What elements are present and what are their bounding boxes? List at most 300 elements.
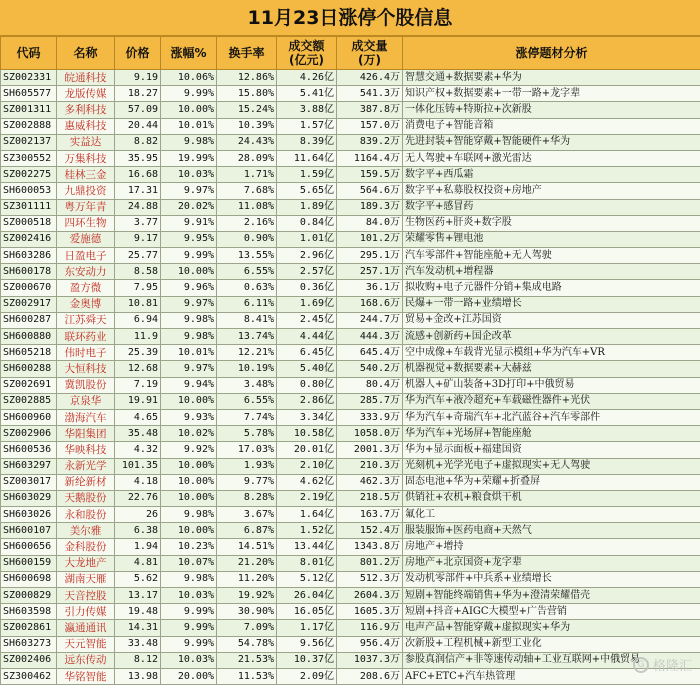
change-pct-cell: 19.99% xyxy=(161,150,217,166)
trade-amount-cell: 13.44亿 xyxy=(277,539,337,555)
stock-name-cell: 惠威科技 xyxy=(57,118,115,134)
limit-up-theme-cell: 次新股+工程机械+新型工业化 xyxy=(403,636,700,652)
change-pct-cell: 9.99% xyxy=(161,86,217,102)
stock-name-cell: 万集科技 xyxy=(57,150,115,166)
stock-name-cell: 盈方微 xyxy=(57,280,115,296)
turnover-rate-cell: 21.20% xyxy=(217,555,277,571)
price-cell: 7.19 xyxy=(115,377,161,393)
stock-name-cell: 永和股份 xyxy=(57,507,115,523)
trade-amount-cell: 2.86亿 xyxy=(277,393,337,409)
stock-code-cell: SZ000670 xyxy=(1,280,57,296)
stock-name-cell: 新纶新材 xyxy=(57,474,115,490)
price-cell: 14.31 xyxy=(115,620,161,636)
stock-code-cell: SZ002917 xyxy=(1,296,57,312)
stock-name-cell: 美尔雅 xyxy=(57,523,115,539)
turnover-rate-cell: 11.20% xyxy=(217,571,277,587)
price-cell: 9.17 xyxy=(115,231,161,247)
trade-volume-cell: 540.2万 xyxy=(337,361,403,377)
trade-amount-cell: 0.36亿 xyxy=(277,280,337,296)
table-row[interactable] xyxy=(1,458,700,474)
price-cell: 18.27 xyxy=(115,86,161,102)
limit-up-theme-cell: 光刻机+光学光电子+虚拟现实+无人驾驶 xyxy=(403,458,700,474)
stock-code-cell: SH600159 xyxy=(1,555,57,571)
trade-amount-cell: 4.26亿 xyxy=(277,70,337,86)
table-row[interactable] xyxy=(1,329,700,345)
price-cell: 4.81 xyxy=(115,555,161,571)
trade-amount-cell: 0.80亿 xyxy=(277,377,337,393)
stock-code-cell: SH603297 xyxy=(1,458,57,474)
stock-code-cell: SH603598 xyxy=(1,604,57,620)
stock-code-cell: SH600178 xyxy=(1,264,57,280)
stock-code-cell: SZ002861 xyxy=(1,620,57,636)
stock-code-cell: SZ002885 xyxy=(1,393,57,409)
stock-name-cell: 联环药业 xyxy=(57,329,115,345)
table-row[interactable] xyxy=(1,377,700,393)
table-row[interactable] xyxy=(1,636,700,652)
stock-code-cell: SZ002888 xyxy=(1,118,57,134)
price-cell: 25.77 xyxy=(115,248,161,264)
trade-volume-cell: 159.5万 xyxy=(337,167,403,183)
price-cell: 101.35 xyxy=(115,458,161,474)
stock-code-cell: SH600536 xyxy=(1,442,57,458)
change-pct-cell: 10.06% xyxy=(161,70,217,86)
stock-code-cell: SZ300462 xyxy=(1,668,57,684)
price-cell: 5.62 xyxy=(115,571,161,587)
price-cell: 10.81 xyxy=(115,296,161,312)
price-cell: 4.65 xyxy=(115,409,161,425)
trade-volume-cell: 168.6万 xyxy=(337,296,403,312)
stock-code-cell: SH600960 xyxy=(1,409,57,425)
trade-volume-cell: 645.4万 xyxy=(337,345,403,361)
stock-code-cell: SZ002137 xyxy=(1,134,57,150)
table-row[interactable] xyxy=(1,199,700,215)
turnover-rate-cell: 7.74% xyxy=(217,409,277,425)
stock-name-cell: 东安动力 xyxy=(57,264,115,280)
change-pct-cell: 10.00% xyxy=(161,393,217,409)
trade-amount-cell: 10.58亿 xyxy=(277,426,337,442)
trade-amount-cell: 5.41亿 xyxy=(277,86,337,102)
price-cell: 13.98 xyxy=(115,668,161,684)
trade-amount-cell: 2.45亿 xyxy=(277,312,337,328)
trade-amount-cell: 2.10亿 xyxy=(277,458,337,474)
stock-code-cell: SH603026 xyxy=(1,507,57,523)
turnover-rate-cell: 12.21% xyxy=(217,345,277,361)
stock-code-cell: SZ000518 xyxy=(1,215,57,231)
stock-name-cell: 金科股份 xyxy=(57,539,115,555)
trade-amount-cell: 2.19亿 xyxy=(277,490,337,506)
trade-volume-cell: 257.1万 xyxy=(337,264,403,280)
trade-volume-cell: 244.7万 xyxy=(337,312,403,328)
limit-up-theme-cell: 机器人+矿山装备+3D打印+中俄贸易 xyxy=(403,377,700,393)
limit-up-theme-cell: 空中成像+车载背光显示模组+华为汽车+VR xyxy=(403,345,700,361)
trade-amount-cell: 1.52亿 xyxy=(277,523,337,539)
trade-amount-cell: 10.37亿 xyxy=(277,652,337,668)
turnover-rate-cell: 24.43% xyxy=(217,134,277,150)
trade-amount-cell: 1.17亿 xyxy=(277,620,337,636)
turnover-rate-cell: 3.67% xyxy=(217,507,277,523)
limit-up-theme-cell: 房地产+增持 xyxy=(403,539,700,555)
table-row[interactable] xyxy=(1,620,700,636)
turnover-rate-cell: 14.51% xyxy=(217,539,277,555)
trade-amount-cell: 8.01亿 xyxy=(277,555,337,571)
turnover-rate-cell: 0.63% xyxy=(217,280,277,296)
turnover-rate-cell: 6.55% xyxy=(217,264,277,280)
trade-volume-cell: 210.3万 xyxy=(337,458,403,474)
price-cell: 25.39 xyxy=(115,345,161,361)
trade-volume-cell: 1343.8万 xyxy=(337,539,403,555)
price-cell: 6.94 xyxy=(115,312,161,328)
table-row[interactable] xyxy=(1,539,700,555)
stock-code-cell: SZ002331 xyxy=(1,70,57,86)
table-row[interactable] xyxy=(1,571,700,587)
trade-volume-cell: 387.8万 xyxy=(337,102,403,118)
table-row[interactable] xyxy=(1,474,700,490)
trade-volume-cell: 541.3万 xyxy=(337,86,403,102)
turnover-rate-cell: 2.16% xyxy=(217,215,277,231)
table-row[interactable] xyxy=(1,393,700,409)
change-pct-cell: 10.00% xyxy=(161,102,217,118)
turnover-rate-cell: 13.74% xyxy=(217,329,277,345)
stock-code-cell: SZ003017 xyxy=(1,474,57,490)
stock-code-cell: SH600053 xyxy=(1,183,57,199)
stock-name-cell: 粤万年青 xyxy=(57,199,115,215)
price-cell: 22.76 xyxy=(115,490,161,506)
trade-volume-cell: 80.4万 xyxy=(337,377,403,393)
trade-amount-cell: 1.89亿 xyxy=(277,199,337,215)
stock-code-cell: SZ300552 xyxy=(1,150,57,166)
stock-name-cell: 京泉华 xyxy=(57,393,115,409)
change-pct-cell: 9.94% xyxy=(161,377,217,393)
trade-volume-cell: 444.3万 xyxy=(337,329,403,345)
trade-volume-cell: 956.4万 xyxy=(337,636,403,652)
trade-amount-cell: 1.01亿 xyxy=(277,231,337,247)
stock-code-cell: SZ001311 xyxy=(1,102,57,118)
table-row[interactable] xyxy=(1,361,700,377)
trade-volume-cell: 163.7万 xyxy=(337,507,403,523)
trade-volume-cell: 116.9万 xyxy=(337,620,403,636)
table-row[interactable] xyxy=(1,490,700,506)
table-row[interactable] xyxy=(1,280,700,296)
turnover-rate-cell: 30.90% xyxy=(217,604,277,620)
g-logo-icon: G xyxy=(633,657,649,673)
stock-code-cell: SH603029 xyxy=(1,490,57,506)
trade-volume-cell: 839.2万 xyxy=(337,134,403,150)
turnover-rate-cell: 28.09% xyxy=(217,150,277,166)
change-pct-cell: 9.91% xyxy=(161,215,217,231)
table-row[interactable] xyxy=(1,652,700,668)
page-title: 11月23日涨停个股信息 xyxy=(0,0,700,36)
table-row[interactable] xyxy=(1,312,700,328)
column-header: 成交量 (万) xyxy=(337,37,403,70)
table-row[interactable] xyxy=(1,426,700,442)
stock-name-cell: 天音控股 xyxy=(57,588,115,604)
table-row[interactable] xyxy=(1,183,700,199)
change-pct-cell: 10.03% xyxy=(161,167,217,183)
stock-name-cell: 华映科技 xyxy=(57,442,115,458)
change-pct-cell: 9.97% xyxy=(161,361,217,377)
table-header-row xyxy=(1,37,700,70)
turnover-rate-cell: 8.28% xyxy=(217,490,277,506)
limit-up-theme-cell: 供销社+农机+粮食烘干机 xyxy=(403,490,700,506)
price-cell: 16.68 xyxy=(115,167,161,183)
table-row[interactable] xyxy=(1,231,700,247)
trade-volume-cell: 333.9万 xyxy=(337,409,403,425)
price-cell: 4.18 xyxy=(115,474,161,490)
stock-name-cell: 华铭智能 xyxy=(57,668,115,684)
table-row[interactable] xyxy=(1,167,700,183)
limit-up-theme-cell: 数字平+感冒药 xyxy=(403,199,700,215)
price-cell: 12.68 xyxy=(115,361,161,377)
turnover-rate-cell: 54.78% xyxy=(217,636,277,652)
change-pct-cell: 9.98% xyxy=(161,571,217,587)
trade-volume-cell: 208.6万 xyxy=(337,668,403,684)
limit-up-theme-cell: 短剧+智能终端销售+华为+澄清荣耀借壳 xyxy=(403,588,700,604)
limit-up-theme-cell: 汽车发动机+增程器 xyxy=(403,264,700,280)
stock-code-cell: SH605577 xyxy=(1,86,57,102)
stock-code-cell: SH600107 xyxy=(1,523,57,539)
trade-amount-cell: 1.59亿 xyxy=(277,167,337,183)
trade-volume-cell: 462.3万 xyxy=(337,474,403,490)
table-row[interactable] xyxy=(1,555,700,571)
table-row[interactable] xyxy=(1,86,700,102)
change-pct-cell: 9.99% xyxy=(161,604,217,620)
trade-volume-cell: 84.0万 xyxy=(337,215,403,231)
trade-amount-cell: 4.44亿 xyxy=(277,329,337,345)
change-pct-cell: 9.98% xyxy=(161,312,217,328)
trade-amount-cell: 2.96亿 xyxy=(277,248,337,264)
table-row[interactable] xyxy=(1,668,700,684)
table-row[interactable] xyxy=(1,248,700,264)
stock-name-cell: 多利科技 xyxy=(57,102,115,118)
price-cell: 13.17 xyxy=(115,588,161,604)
stock-code-cell: SZ002691 xyxy=(1,377,57,393)
table-row[interactable] xyxy=(1,345,700,361)
table-row[interactable] xyxy=(1,409,700,425)
price-cell: 8.58 xyxy=(115,264,161,280)
trade-volume-cell: 36.1万 xyxy=(337,280,403,296)
change-pct-cell: 9.97% xyxy=(161,183,217,199)
change-pct-cell: 9.99% xyxy=(161,620,217,636)
limit-up-theme-cell: 服装服饰+医药电商+天然气 xyxy=(403,523,700,539)
turnover-rate-cell: 6.11% xyxy=(217,296,277,312)
trade-volume-cell: 285.7万 xyxy=(337,393,403,409)
trade-amount-cell: 16.05亿 xyxy=(277,604,337,620)
table-row[interactable] xyxy=(1,102,700,118)
change-pct-cell: 10.23% xyxy=(161,539,217,555)
price-cell: 6.38 xyxy=(115,523,161,539)
trade-amount-cell: 5.12亿 xyxy=(277,571,337,587)
trade-volume-cell: 2604.3万 xyxy=(337,588,403,604)
change-pct-cell: 9.93% xyxy=(161,409,217,425)
price-cell: 24.88 xyxy=(115,199,161,215)
table-row[interactable] xyxy=(1,150,700,166)
turnover-rate-cell: 17.03% xyxy=(217,442,277,458)
trade-amount-cell: 8.39亿 xyxy=(277,134,337,150)
limit-up-theme-cell: 无人驾驶+车联网+激光雷达 xyxy=(403,150,700,166)
trade-amount-cell: 5.40亿 xyxy=(277,361,337,377)
trade-volume-cell: 1605.3万 xyxy=(337,604,403,620)
turnover-rate-cell: 8.41% xyxy=(217,312,277,328)
column-header: 名称 xyxy=(57,37,115,70)
trade-amount-cell: 2.57亿 xyxy=(277,264,337,280)
trade-volume-cell: 2001.3万 xyxy=(337,442,403,458)
limit-up-theme-cell: 发动机零部件+中兵系+业绩增长 xyxy=(403,571,700,587)
limit-up-theme-cell: 荣耀零售+锂电池 xyxy=(403,231,700,247)
limit-up-theme-cell: 数字平+私募股权投资+房地产 xyxy=(403,183,700,199)
stock-code-cell: SZ301111 xyxy=(1,199,57,215)
limit-up-table xyxy=(0,36,700,685)
stock-name-cell: 冀凯股份 xyxy=(57,377,115,393)
limit-up-theme-cell: AFC+ETC+汽车热管理 xyxy=(403,668,700,684)
stock-name-cell: 皖通科技 xyxy=(57,70,115,86)
change-pct-cell: 20.02% xyxy=(161,199,217,215)
limit-up-theme-cell: 短剧+抖音+AIGC大模型+广告营销 xyxy=(403,604,700,620)
stock-code-cell: SH600287 xyxy=(1,312,57,328)
turnover-rate-cell: 15.80% xyxy=(217,86,277,102)
table-row[interactable] xyxy=(1,588,700,604)
change-pct-cell: 9.98% xyxy=(161,134,217,150)
stock-code-cell: SZ002406 xyxy=(1,652,57,668)
price-cell: 20.44 xyxy=(115,118,161,134)
stock-code-cell: SZ002416 xyxy=(1,231,57,247)
trade-volume-cell: 1164.4万 xyxy=(337,150,403,166)
table-row[interactable] xyxy=(1,134,700,150)
trade-volume-cell: 152.4万 xyxy=(337,523,403,539)
trade-amount-cell: 20.01亿 xyxy=(277,442,337,458)
trade-amount-cell: 1.57亿 xyxy=(277,118,337,134)
limit-up-theme-cell: 固态电池+华为+荣耀+折叠屏 xyxy=(403,474,700,490)
limit-up-theme-cell: 智慧交通+数据要素+华为 xyxy=(403,70,700,86)
trade-amount-cell: 5.65亿 xyxy=(277,183,337,199)
table-row[interactable] xyxy=(1,70,700,86)
table-row[interactable] xyxy=(1,604,700,620)
table-row[interactable] xyxy=(1,118,700,134)
table-row[interactable] xyxy=(1,442,700,458)
price-cell: 26 xyxy=(115,507,161,523)
stock-name-cell: 金奥博 xyxy=(57,296,115,312)
price-cell: 11.9 xyxy=(115,329,161,345)
trade-volume-cell: 189.3万 xyxy=(337,199,403,215)
change-pct-cell: 10.00% xyxy=(161,458,217,474)
limit-up-theme-cell: 贸易+金改+江苏国资 xyxy=(403,312,700,328)
limit-up-theme-cell: 拟收购+电子元器件分销+集成电路 xyxy=(403,280,700,296)
turnover-rate-cell: 21.53% xyxy=(217,652,277,668)
limit-up-theme-cell: 一体化压铸+特斯拉+次新股 xyxy=(403,102,700,118)
turnover-rate-cell: 11.53% xyxy=(217,668,277,684)
turnover-rate-cell: 10.19% xyxy=(217,361,277,377)
column-header: 涨停题材分析 xyxy=(403,37,700,70)
price-cell: 9.19 xyxy=(115,70,161,86)
limit-up-theme-cell: 华为汽车+液冷超充+车载磁性器件+光伏 xyxy=(403,393,700,409)
turnover-rate-cell: 7.68% xyxy=(217,183,277,199)
turnover-rate-cell: 1.71% xyxy=(217,167,277,183)
turnover-rate-cell: 19.92% xyxy=(217,588,277,604)
price-cell: 8.82 xyxy=(115,134,161,150)
stock-name-cell: 天鹅股份 xyxy=(57,490,115,506)
table-row[interactable] xyxy=(1,215,700,231)
trade-volume-cell: 157.0万 xyxy=(337,118,403,134)
limit-up-theme-cell: 房地产+北京国资+龙字辈 xyxy=(403,555,700,571)
stock-name-cell: 大龙地产 xyxy=(57,555,115,571)
change-pct-cell: 10.03% xyxy=(161,652,217,668)
column-header: 涨幅% xyxy=(161,37,217,70)
turnover-rate-cell: 6.87% xyxy=(217,523,277,539)
stock-code-cell: SH600880 xyxy=(1,329,57,345)
watermark xyxy=(633,655,692,674)
table-row[interactable] xyxy=(1,296,700,312)
table-body xyxy=(1,70,700,685)
price-cell: 19.91 xyxy=(115,393,161,409)
change-pct-cell: 10.00% xyxy=(161,264,217,280)
turnover-rate-cell: 6.55% xyxy=(217,393,277,409)
change-pct-cell: 9.99% xyxy=(161,636,217,652)
stock-name-cell: 江苏舜天 xyxy=(57,312,115,328)
change-pct-cell: 9.98% xyxy=(161,329,217,345)
turnover-rate-cell: 12.86% xyxy=(217,70,277,86)
column-header: 代码 xyxy=(1,37,57,70)
change-pct-cell: 10.03% xyxy=(161,588,217,604)
stock-name-cell: 四环生物 xyxy=(57,215,115,231)
trade-volume-cell: 564.6万 xyxy=(337,183,403,199)
price-cell: 19.48 xyxy=(115,604,161,620)
price-cell: 4.32 xyxy=(115,442,161,458)
trade-volume-cell: 101.2万 xyxy=(337,231,403,247)
trade-amount-cell: 3.34亿 xyxy=(277,409,337,425)
limit-up-theme-cell: 先进封装+智能穿戴+智能硬件+华为 xyxy=(403,134,700,150)
stock-name-cell: 引力传媒 xyxy=(57,604,115,620)
turnover-rate-cell: 1.93% xyxy=(217,458,277,474)
stock-code-cell: SH605218 xyxy=(1,345,57,361)
trade-amount-cell: 1.69亿 xyxy=(277,296,337,312)
stock-name-cell: 渤海汽车 xyxy=(57,409,115,425)
turnover-rate-cell: 7.09% xyxy=(217,620,277,636)
price-cell: 35.48 xyxy=(115,426,161,442)
price-cell: 1.94 xyxy=(115,539,161,555)
limit-up-theme-cell: 参股真润信产+非等速传动轴+工业互联网+中俄贸易 xyxy=(403,652,700,668)
trade-amount-cell: 2.09亿 xyxy=(277,668,337,684)
limit-up-theme-cell: 数字平+西瓜霜 xyxy=(403,167,700,183)
table-row[interactable] xyxy=(1,523,700,539)
trade-volume-cell: 512.3万 xyxy=(337,571,403,587)
limit-up-theme-cell: 生物医药+肝炎+数字股 xyxy=(403,215,700,231)
change-pct-cell: 10.01% xyxy=(161,118,217,134)
trade-volume-cell: 426.4万 xyxy=(337,70,403,86)
trade-volume-cell: 1037.3万 xyxy=(337,652,403,668)
change-pct-cell: 9.99% xyxy=(161,248,217,264)
table-row[interactable] xyxy=(1,264,700,280)
turnover-rate-cell: 5.78% xyxy=(217,426,277,442)
trade-amount-cell: 4.62亿 xyxy=(277,474,337,490)
change-pct-cell: 10.02% xyxy=(161,426,217,442)
limit-up-theme-cell: 知识产权+数据要素+一带一路+龙字辈 xyxy=(403,86,700,102)
trade-amount-cell: 3.88亿 xyxy=(277,102,337,118)
change-pct-cell: 9.96% xyxy=(161,280,217,296)
stock-name-cell: 天元智能 xyxy=(57,636,115,652)
price-cell: 8.12 xyxy=(115,652,161,668)
watermark-text: 格隆汇 xyxy=(653,655,692,674)
stock-name-cell: 湖南天雁 xyxy=(57,571,115,587)
limit-up-theme-cell: 流感+创新药+国企改革 xyxy=(403,329,700,345)
stock-name-cell: 大恒科技 xyxy=(57,361,115,377)
stock-name-cell: 九鼎投资 xyxy=(57,183,115,199)
turnover-rate-cell: 3.48% xyxy=(217,377,277,393)
change-pct-cell: 10.00% xyxy=(161,523,217,539)
stock-name-cell: 桂林三金 xyxy=(57,167,115,183)
table-row[interactable] xyxy=(1,507,700,523)
price-cell: 33.48 xyxy=(115,636,161,652)
limit-up-theme-cell: 电声产品+智能穿戴+虚拟现实+华为 xyxy=(403,620,700,636)
limit-up-theme-cell: 华为汽车+奇瑞汽车+北汽蓝谷+汽车零部件 xyxy=(403,409,700,425)
